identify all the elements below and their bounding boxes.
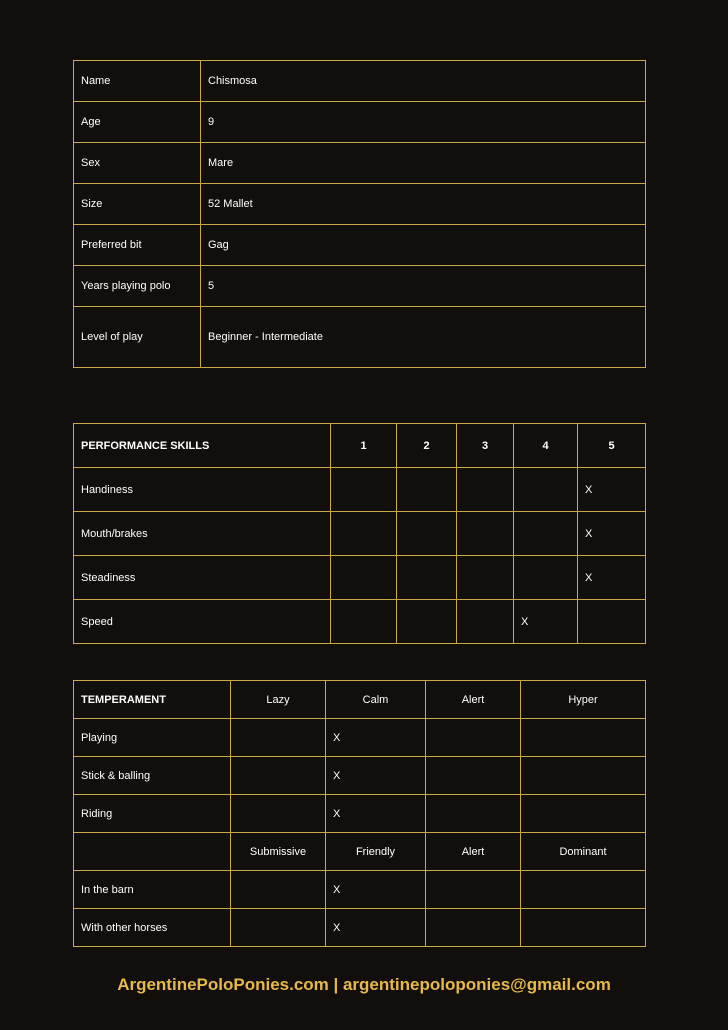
skill-row [74,512,646,556]
profile-label: Sex [74,143,201,184]
footer-contact: ArgentinePoloPonies.com | argentinepoloponies@gmail.com [117,975,611,994]
temperament-column: Submissive [231,833,326,871]
temperament-mark [426,909,521,947]
skill-mark [457,600,514,644]
profile-value: Chismosa [201,61,646,102]
scale-header: 4 [514,424,578,468]
scale-header: 2 [397,424,457,468]
temperament-label: Riding [74,795,231,833]
skill-mark [331,512,397,556]
temperament-row [74,795,646,833]
profile-label: Age [74,102,201,143]
temperament-mark [426,795,521,833]
temperament-column: Hyper [521,681,646,719]
temperament-column: Dominant [521,833,646,871]
skill-mark [514,468,578,512]
temperament-mark [231,757,326,795]
profile-table [73,60,646,368]
scale-header: 5 [578,424,646,468]
temperament-mark [231,795,326,833]
temperament-mark: X [326,909,426,947]
temperament-mark [521,909,646,947]
skill-mark [514,556,578,600]
temperament-column: Lazy [231,681,326,719]
skills-header-row [74,424,646,468]
profile-value: 52 Mallet [201,184,646,225]
temperament-column: Alert [426,833,521,871]
skill-label: Steadiness [74,556,331,600]
skill-mark: X [578,556,646,600]
skill-mark [457,512,514,556]
profile-value: Mare [201,143,646,184]
temperament-blank-cell [74,833,231,871]
skill-mark [578,600,646,644]
temperament-mark [521,719,646,757]
temperament-header-row [74,681,646,719]
temperament-row [74,871,646,909]
profile-row [74,143,646,184]
skill-label: Handiness [74,468,331,512]
temperament-mark [231,719,326,757]
profile-value: 9 [201,102,646,143]
temperament-mark [426,871,521,909]
skill-mark [397,468,457,512]
skill-mark [514,512,578,556]
profile-row [74,184,646,225]
skill-mark: X [578,512,646,556]
profile-row [74,102,646,143]
temperament-column: Alert [426,681,521,719]
temperament-label: With other horses [74,909,231,947]
temperament-mark [231,871,326,909]
temperament-label: Stick & balling [74,757,231,795]
temperament-header: TEMPERAMENT [74,681,231,719]
temperament-mark [426,719,521,757]
temperament-mark: X [326,871,426,909]
temperament-mark: X [326,795,426,833]
temperament-mark: X [326,719,426,757]
profile-label: Preferred bit [74,225,201,266]
temperament-label: Playing [74,719,231,757]
performance-skills-table [73,423,646,644]
profile-value: Gag [201,225,646,266]
profile-row [74,61,646,102]
skill-mark: X [578,468,646,512]
skill-mark [331,600,397,644]
profile-label: Name [74,61,201,102]
temperament-mark [426,757,521,795]
temperament-row [74,757,646,795]
skill-mark [397,512,457,556]
scale-header: 3 [457,424,514,468]
skill-mark [331,468,397,512]
profile-label: Years playing polo [74,266,201,307]
temperament-row [74,719,646,757]
skill-row [74,468,646,512]
temperament-mark: X [326,757,426,795]
profile-value: Beginner - Intermediate [201,307,646,368]
skill-row [74,556,646,600]
skill-mark [397,600,457,644]
profile-row [74,307,646,368]
temperament-mark [521,871,646,909]
skill-mark [397,556,457,600]
temperament-column: Calm [326,681,426,719]
profile-row [74,266,646,307]
skill-label: Mouth/brakes [74,512,331,556]
temperament-label: In the barn [74,871,231,909]
skill-mark [331,556,397,600]
profile-row [74,225,646,266]
skill-row [74,600,646,644]
temperament-mark [521,757,646,795]
scale-header: 1 [331,424,397,468]
profile-label: Level of play [74,307,201,368]
skill-mark [457,468,514,512]
skill-label: Speed [74,600,331,644]
temperament-column: Friendly [326,833,426,871]
temperament-mark [521,795,646,833]
skill-mark: X [514,600,578,644]
skills-header: PERFORMANCE SKILLS [74,424,331,468]
profile-label: Size [74,184,201,225]
profile-value: 5 [201,266,646,307]
temperament-mark [231,909,326,947]
temperament-subheader-row [74,833,646,871]
temperament-row [74,909,646,947]
temperament-table [73,680,646,947]
skill-mark [457,556,514,600]
